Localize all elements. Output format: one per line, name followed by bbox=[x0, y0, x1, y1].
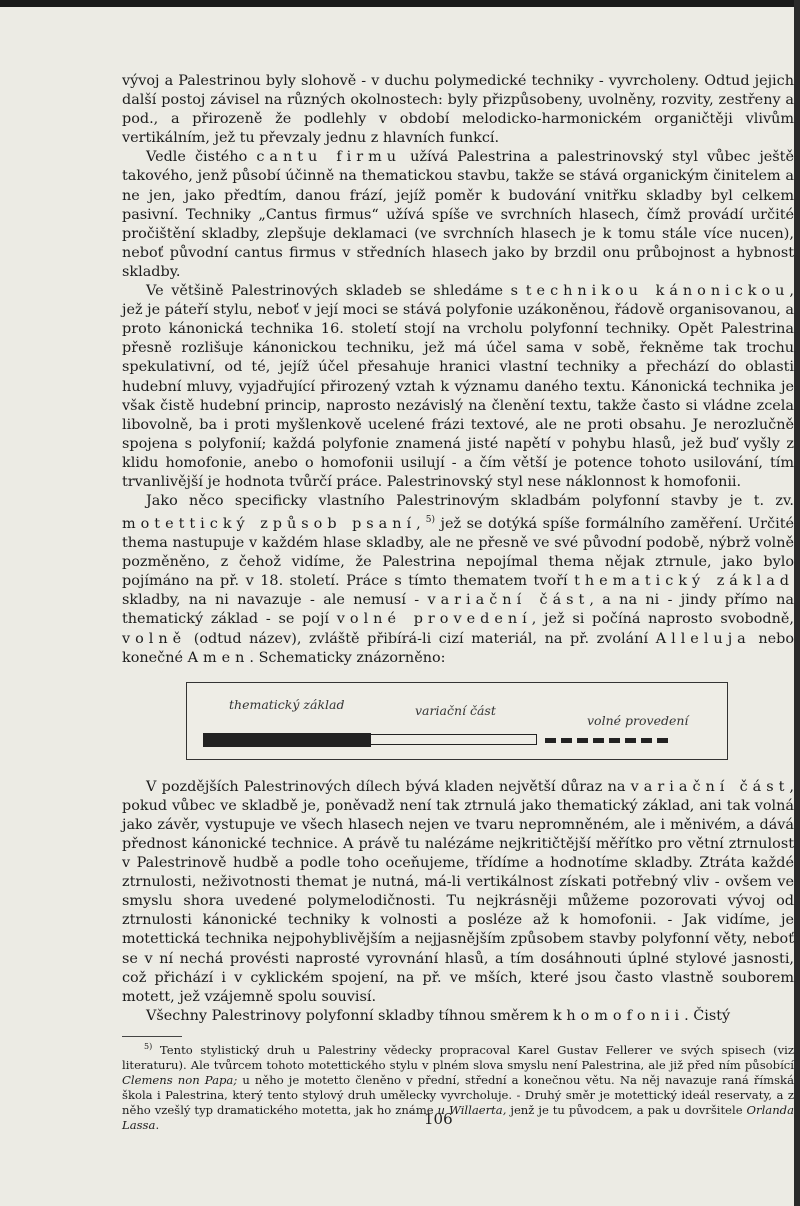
free-dashes bbox=[545, 738, 668, 743]
term-motetticky-zpusob: motettický způsob psaní, bbox=[122, 515, 426, 532]
thematic-bar bbox=[203, 733, 371, 747]
footnote-ref: 5) bbox=[425, 515, 435, 526]
variation-bar bbox=[371, 734, 537, 745]
scan-top-edge bbox=[0, 0, 800, 7]
paragraph-6: Všechny Palestrinovy polyfonní skladby tíhnou směrem k homofonii. Čistý bbox=[146, 1007, 731, 1024]
scan-right-edge bbox=[794, 0, 800, 1206]
page-number: 106 bbox=[424, 1110, 453, 1128]
footnote-rule bbox=[122, 1036, 182, 1037]
schema-diagram bbox=[186, 682, 728, 760]
footnote: $^{5)}$ Tento stylistický druh u Palestriny vědecky propracoval Karel Gustav Fellerer ve svých spisech (viz literaturu). Ale tvůrcem tohoto motettického stylu v plném slova smyslu není Palestrina, ale již před ním působící Clemens non Papa; u něho je motetto členěno v přední, střední a konečnou větu. Na něj navazuje raná římská škola i Palestrina, který tento stylový druh umělecky vyvrcholuje. - Druhý směr je motettický ideál reservaty, a z něho vzešlý typ dramatického motetta, jak ho známe u Willaerta, jenž je tu původcem, a pak u dovršitele Orlanda Lassa. bbox=[122, 1041, 794, 1132]
paragraph-1: vývoj a Palestrinou byly slohově - v duchu polymedické techniky - vyvrcholeny. Odtud jejich další postoj závisel na různých okolnostech: byly přizpůsobeny, uvolněny, rozvity, zestřeny a pod., a přirozeně že podlehly v období melodicko-harmonickém organičtěji vlivům vertikálním, jež tu převzaly jednu z hlavních funkcí. bbox=[122, 73, 794, 147]
page-body bbox=[122, 72, 794, 1133]
paragraph-5: V pozdějších Palestrinových dílech bývá kladen největší důraz na variační část, pokud vůbec ve skladbě je, poněvadž není tak ztrnulá jako thematický základ, ani tak volná jako závěr, vystupuje ve všech hlasech nejen ve tvaru nepromněném, ale i měnivém, a dává přednost kánonické technice. A právě tu nalézáme nejkritičtější měřítko pro větní ztrnulost v Palestrinově hudbě a podle toho oceňujeme, třídíme a hodnotíme skladby. Ztráta každé ztrnulosti, neživotnosti themat je nutná, má-li vertikálnost získati potřebný vliv - ovšem ve smyslu shora uvedené polymelodičnosti. Tu nejkrásněji můžeme pozorovati vývoj od ztrnulosti kánonické techniky k volnosti a posléze až k homofonii. - Jak vidíme, je motettická technika nejpohyblivějším a nejjasnějším způsobem stavby polyfonní věty, neboť se v ní nechá provésti naprosté vyrovnání hlasů, a tím dosáhnouti úplné stylové jasnosti, což přichází i v cyklickém spojení, na př. ve mších, které jsou často vlastně souborem motett, jež vzájemně spolu souvisí. bbox=[122, 778, 794, 1005]
term-cantu-firmu: cantu firmu bbox=[256, 149, 402, 166]
paragraph-3: Ve většině Palestrinových skladeb se shledáme s technikou kánonickou, jež je páteří stylu, neboť v její moci se stává polyfonie uzákoněnou, řádově organisovanou, a proto kánonická technika 16. století stojí na vrcholu polyfonní techniky. Opět Palestrina přesně rozlišuje kánonickou techniku, jež má účel sama v sobě, řekněme tak trochu spekulativní, od té, jejíž účel přesahuje hranici vlastní techniky a přechází do oblasti hudební mluvy, vyjadřující přirozený vztah k významu daného textu. Kánonická technika je však čistě hudební princip, naprosto nezávislý na členění textu, takže často si vládne zcela libovolně, ba i proti myšlenkově ucelené frázi textové, ale ne proti obsahu. Je nerozlučně spojena s polyfonií; každá polyfonie znamená jisté napětí v pohybu hlasů, jež buď vyšly z klidu homofonie, anebo o homofonii usilují - a čím větší je potence tohoto usilování, tím trvanlivější je hodnota tvůrčí práce. Palestrinovský styl nese náklonnost k homofonii. bbox=[122, 283, 794, 490]
diagram-label-free: volné provedení bbox=[587, 712, 689, 728]
diagram-label-thematic: thematický základ bbox=[229, 696, 345, 712]
term-technika-kanonicka: technikou kánonickou bbox=[525, 283, 790, 300]
paragraph-2: Vedle čistého cantu firmu užívá Palestrina a palestrinovský styl vůbec ještě takového, jenž působí účinně na thematickou stavbu, takže se stává organickým činitelem a ne jen, jako předtím, danou frází, jejíž poměr k budování vnitřku skladby byl celkem pasivní. Techniky „Cantus firmus“ užívá spíše ve svrchních hlasech, čímž provádí určité pročištění skladby, zlepšuje deklamaci (ve svrchních hlasech je k tomu stále více nucen), neboť původní cantus firmus v středních hlasech jako by brzdil onu průbojnost a hybnost skladby. bbox=[122, 149, 794, 280]
paragraph-4: Jako něco specificky vlastního Palestrinovým skladbám polyfonní stavby je t. zv. motettický způsob psaní,$^{5)}$ jež se dotýká spíše formálního zaměření. Určité thema nastupuje v každém hlase skladby, ale ne přesně ve své původní podobě, nýbrž volně pozměněno, z čehož vidíme, že Palestrina nepojímal thema nějak ztrnule, jako bylo pojímáno na př. v 18. století. Práce s tímto thematem tvoří thematický základ skladby, na ni navazuje - ale nemusí - variační část, a na ni - jindy přímo na thematický základ - se pojí volné provedení, jež si počíná naprosto svobodně, volně (odtud název), zvláště přibírá-li cizí materiál, na př. zvolání Alleluja nebo konečné Amen. Schematicky znázorněno: bbox=[122, 493, 795, 666]
diagram-label-variation: variační část bbox=[415, 702, 496, 718]
